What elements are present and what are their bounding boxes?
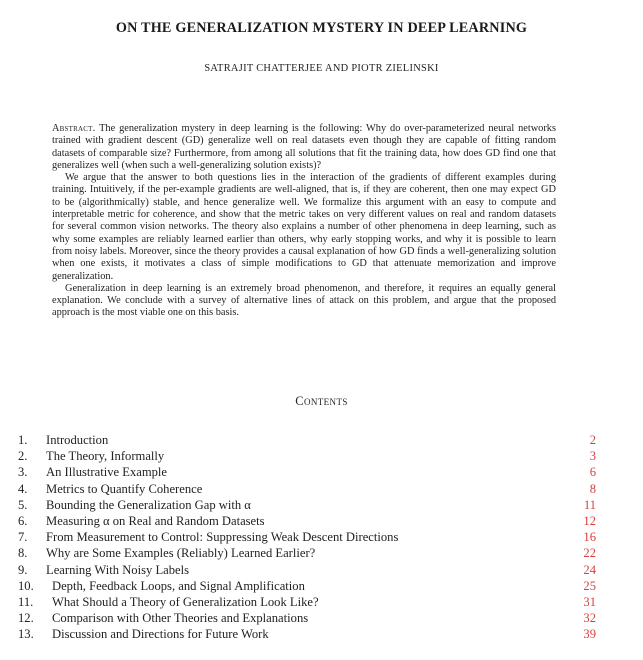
toc-entry[interactable] [18, 545, 596, 561]
toc-page-link[interactable]: 6 [589, 465, 596, 480]
abstract [52, 123, 556, 320]
toc-entry[interactable] [18, 594, 596, 610]
toc-entry[interactable] [18, 578, 596, 594]
toc-page-link[interactable]: 8 [589, 481, 596, 496]
toc-title[interactable]: Metrics to Quantify Coherence [46, 481, 203, 496]
toc-title[interactable]: Why are Some Examples (Reliably) Learned Earlier? [46, 546, 316, 561]
abstract-paragraph-1 [52, 123, 556, 172]
toc-entry[interactable] [18, 513, 596, 529]
toc-number: 4. [18, 481, 28, 496]
toc-page-link[interactable]: 2 [589, 433, 596, 447]
abstract-label: Abstract. [52, 123, 96, 134]
toc-entry[interactable] [18, 610, 596, 626]
toc-number: 3. [18, 465, 28, 480]
toc-number: 8. [18, 546, 28, 561]
toc-entry[interactable] [18, 562, 596, 578]
toc-number: 7. [18, 530, 28, 545]
toc-entry[interactable] [18, 529, 596, 545]
toc-entry[interactable] [18, 626, 596, 642]
toc-page-link[interactable]: 11 [583, 497, 596, 512]
toc-page-link[interactable]: 12 [583, 513, 596, 528]
toc-entry[interactable] [18, 448, 596, 464]
toc-page-link[interactable]: 32 [583, 611, 596, 626]
contents-heading: Contents [295, 394, 348, 408]
toc-page-link[interactable]: 24 [583, 562, 596, 577]
toc-number: 6. [18, 513, 28, 528]
toc-page-link[interactable]: 31 [583, 594, 596, 609]
toc-title[interactable]: Introduction [46, 433, 109, 447]
toc-title[interactable]: An Illustrative Example [46, 465, 168, 480]
toc-entry[interactable] [18, 432, 596, 448]
abstract-paragraph-3: Generalization in deep learning is an extremely broad phenomenon, and therefore, it requires an equally general explanation. We conclude with a survey of alternative lines of attack on this problem, and argue that the proposed approach is the most viable one on this basis. [52, 282, 556, 319]
table-of-contents [18, 432, 596, 642]
toc-title[interactable]: Measuring α on Real and Random Datasets [46, 513, 265, 528]
toc-page-link[interactable]: 39 [583, 627, 596, 642]
toc-entry[interactable] [18, 464, 596, 480]
toc-number: 11. [18, 594, 34, 609]
toc-page-link[interactable]: 25 [583, 578, 596, 593]
abstract-paragraph-1-text: The generalization mystery in deep learning is the following: Why do over-parameterized neural networks trained with gradient descent (GD) generalize well on real datasets even though they are capable of fitting random datasets of comparable size? Furthermore, from among all solutions that fit the training data, how does GD find one that generalizes well (when such a well-generalizing solution exists)? [52, 123, 557, 171]
toc-number: 1. [18, 433, 28, 447]
toc-number: 10. [18, 578, 34, 593]
toc-entry[interactable] [18, 497, 596, 513]
toc-number: 13. [18, 627, 34, 642]
toc-entry[interactable] [18, 481, 596, 497]
paper-title: ON THE GENERALIZATION MYSTERY IN DEEP LEARNING [115, 20, 528, 36]
abstract-paragraph-2: We argue that the answer to both questions lies in the interaction of the gradients of different examples during training. Intuitively, if the per-example gradients are well-aligned, that is, if they are coherent, then one may expect GD to be (algorithmically) stable, and hence generalize well. We formalize this argument with an easy to compute and interpretable metric for coherence, and show that the metric takes on very different values on real and random datasets for several common vision networks. The theory also explains a number of other phenomena in deep learning, such as why some examples are reliably learned earlier than others, why early stopping works, and why it is possible to learn from noisy labels. Moreover, since the theory provides a causal explanation of how GD finds a well-generalizing solution when one exists, it motivates a class of simple modifications to GD that attenuate memorization and improve generalization. [52, 172, 556, 282]
paper-authors: SATRAJIT CHATTERJEE AND PIOTR ZIELINSKI [204, 63, 439, 74]
toc-number: 9. [18, 562, 28, 577]
toc-number: 2. [18, 449, 28, 464]
toc-title[interactable]: From Measurement to Control: Suppressing Weak Descent Directions [46, 530, 399, 545]
toc-page-link[interactable]: 22 [583, 546, 596, 561]
toc-title[interactable]: Comparison with Other Theories and Explanations [52, 611, 309, 626]
toc-title[interactable]: Discussion and Directions for Future Work [52, 627, 269, 642]
toc-title[interactable]: Depth, Feedback Loops, and Signal Amplification [52, 578, 305, 593]
toc-page-link[interactable]: 16 [583, 530, 596, 545]
toc-number: 5. [18, 497, 28, 512]
toc-title[interactable]: The Theory, Informally [46, 449, 165, 464]
toc-page-link[interactable]: 3 [589, 449, 596, 464]
toc-title[interactable]: Learning With Noisy Labels [46, 562, 190, 577]
toc-title[interactable]: Bounding the Generalization Gap with α [46, 497, 251, 512]
toc-number: 12. [18, 611, 34, 626]
toc-title[interactable]: What Should a Theory of Generalization Look Like? [52, 594, 319, 609]
